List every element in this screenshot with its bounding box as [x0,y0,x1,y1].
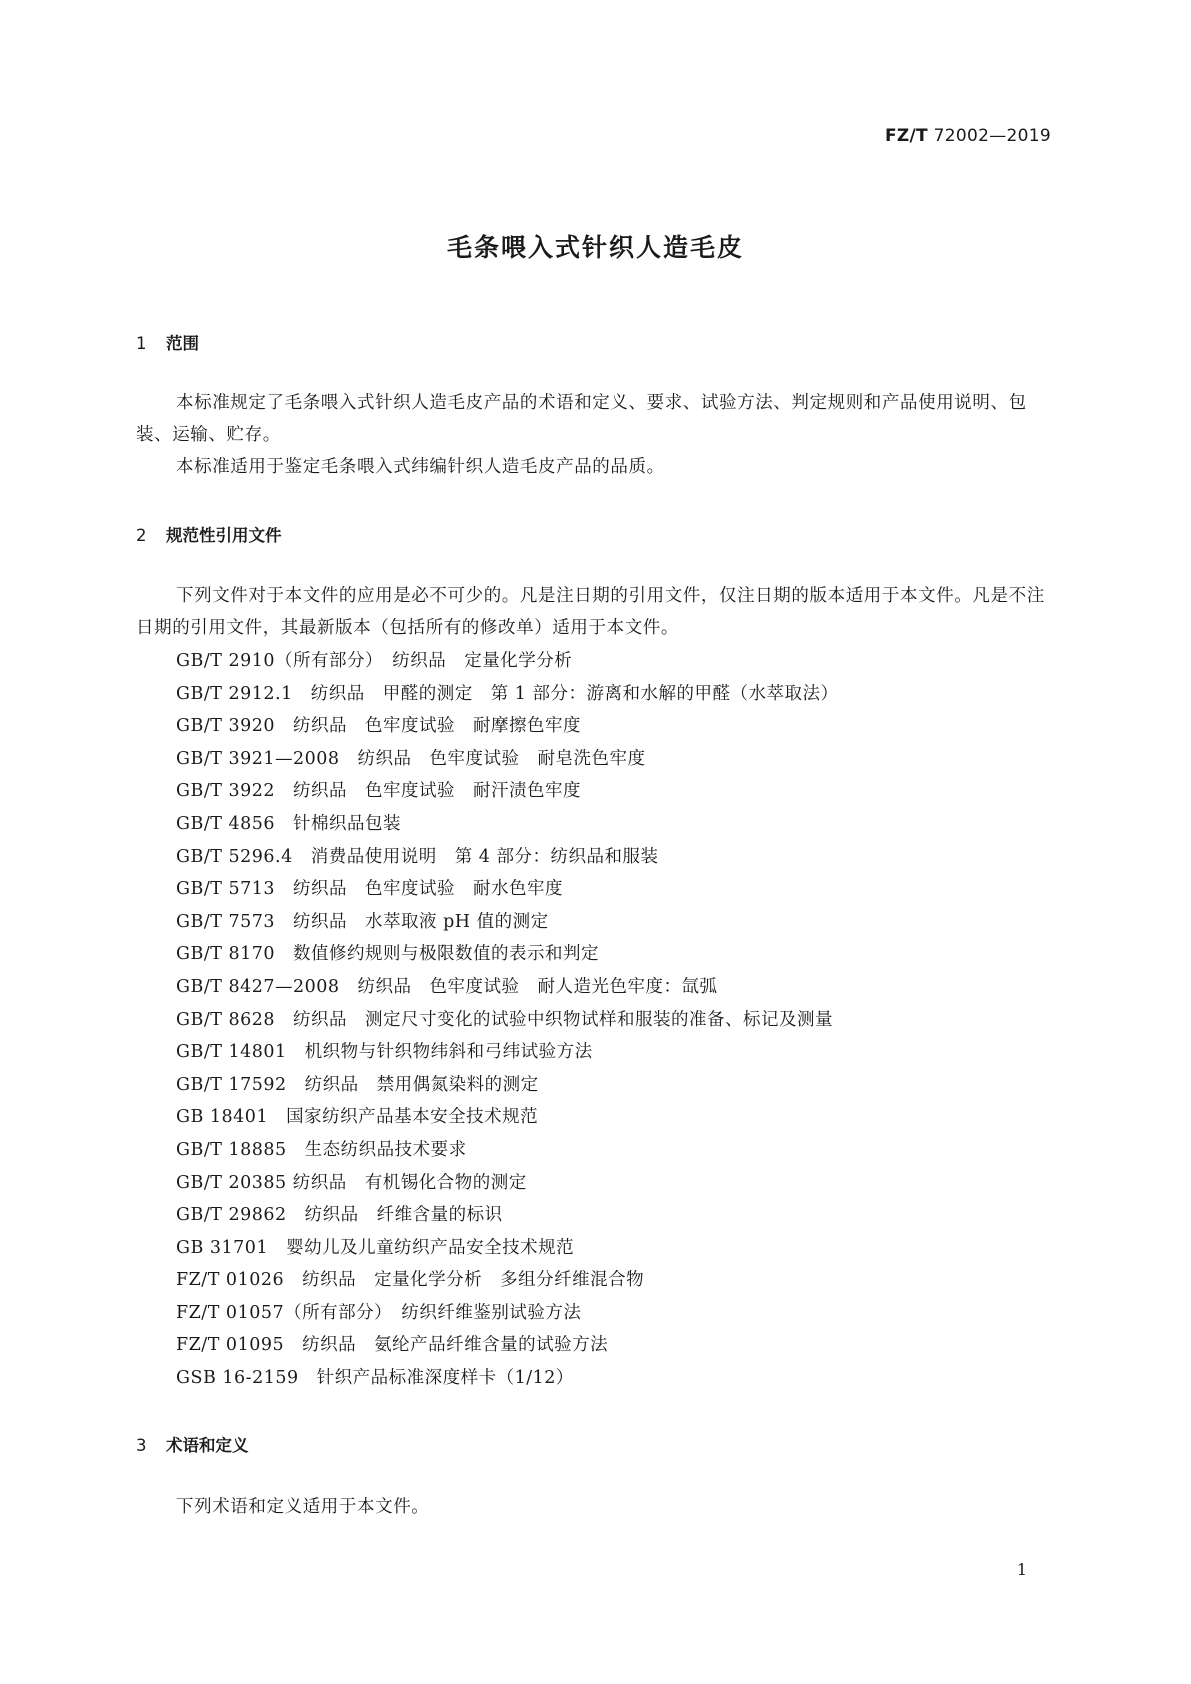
reference-item: GB/T 29862 纺织品 纤维含量的标识 [176,1205,503,1226]
section-heading-scope [136,330,199,354]
reference-item: GB/T 14801 机织物与针织物纬斜和弓纬试验方法 [176,1042,593,1063]
references-intro-paragraph: 下列文件对于本文件的应用是必不可少的。凡是注日期的引用文件，仅注日期的版本适用于本文件。凡是不注日期的引用文件，其最新版本（包括所有的修改单）适用于本文件。 [136,586,1045,638]
section-number: 3 [136,1436,147,1455]
reference-item: GB/T 8170 数值修约规则与极限数值的表示和判定 [176,944,600,965]
reference-item: GB/T 2912.1 纺织品 甲醛的测定 第 1 部分：游离和水解的甲醛（水萃取法） [176,683,839,704]
reference-item: GB/T 7573 纺织品 水萃取液 pH 值的测定 [176,911,549,932]
scope-paragraph-2: 本标准适用于鉴定毛条喂入式纬编针织人造毛皮产品的品质。 [176,457,665,477]
reference-item: GB/T 2910（所有部分） 纺织品 定量化学分析 [176,651,573,671]
reference-list [176,645,838,1395]
scope-paragraph-1: 本标准规定了毛条喂入式针织人造毛皮产品的术语和定义、要求、试验方法、判定规则和产品使用说明、包装、运输、贮存。 [136,393,1027,445]
reference-item: FZ/T 01026 纺织品 定量化学分析 多组分纤维混合物 [176,1270,645,1291]
section-title: 规范性引用文件 [166,526,282,545]
standard-code-prefix: FZ/T [884,126,928,146]
reference-item: GB/T 8628 纺织品 测定尺寸变化的试验中织物试样和服装的准备、标记及测量 [176,1009,834,1030]
terms-intro-paragraph: 下列术语和定义适用于本文件。 [176,1497,430,1517]
page-number: 1 [1016,1560,1027,1579]
reference-item: GSB 16-2159 针织产品标准深度样卡（1/12） [176,1368,574,1389]
reference-item: GB 18401 国家纺织产品基本安全技术规范 [176,1107,539,1128]
reference-item: GB/T 4856 针棉织品包装 [176,813,402,834]
reference-item: GB/T 18885 生态纺织品技术要求 [176,1139,467,1160]
reference-item: GB/T 3920 纺织品 色牢度试验 耐摩擦色牢度 [176,716,582,737]
section-number: 1 [136,334,147,353]
standard-code-number: 72002—2019 [933,126,1051,146]
section-heading-normative-references [136,522,282,546]
reference-item: GB/T 5713 纺织品 色牢度试验 耐水色牢度 [176,879,564,900]
reference-item: GB/T 8427—2008 纺织品 色牢度试验 耐人造光色牢度：氙弧 [176,976,718,997]
reference-item: GB/T 5296.4 消费品使用说明 第 4 部分：纺织品和服装 [176,846,659,867]
reference-item: GB/T 17592 纺织品 禁用偶氮染料的测定 [176,1074,539,1095]
reference-item: GB/T 3921—2008 纺织品 色牢度试验 耐皂洗色牢度 [176,748,646,769]
reference-item: GB/T 20385 纺织品 有机锡化合物的测定 [176,1172,527,1193]
standard-code [885,126,1051,146]
reference-item: FZ/T 01057（所有部分） 纺织纤维鉴别试验方法 [176,1302,582,1323]
reference-item: FZ/T 01095 纺织品 氨纶产品纤维含量的试验方法 [176,1335,609,1356]
reference-item: GB 31701 婴幼儿及儿童纺织产品安全技术规范 [176,1237,575,1258]
section-title: 术语和定义 [166,1436,249,1455]
reference-item: GB/T 3922 纺织品 色牢度试验 耐汗渍色牢度 [176,781,582,802]
section-heading-terms-definitions [136,1432,249,1456]
document-title: 毛条喂入式针织人造毛皮 [446,233,744,262]
section-number: 2 [136,526,147,545]
section-title: 范围 [166,334,199,353]
